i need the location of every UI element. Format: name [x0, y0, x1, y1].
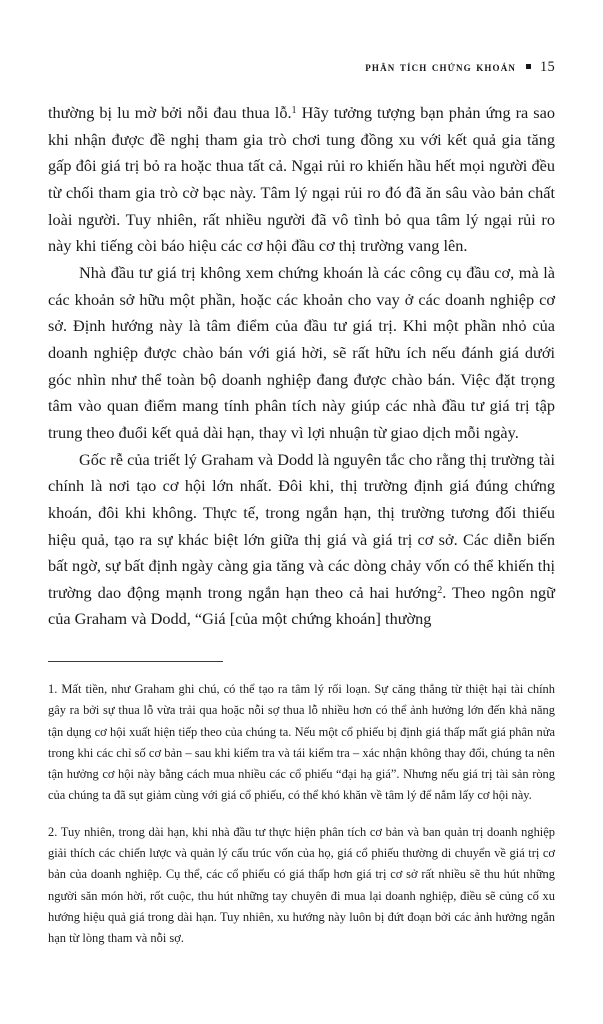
footnote-marker-2: 2 — [437, 584, 443, 596]
body-paragraph-1: thường bị lu mờ bởi nỗi đau thua lỗ.$^1$ Hãy tưởng tượng bạn phản ứng ra sao khi nhận được đề nghị tham gia trò chơi tung đồng xu với kết quả gia tăng gấp đôi giá trị bỏ ra hoặc thua tất cả. Ngại rủi ro khiến hầu hết mọi người đều từ chối tham gia trò cờ bạc này. Tâm lý ngại rủi ro đó đã ăn sâu vào bản chất loài người. Tuy nhiên, rất nhiều người đã vô tình bỏ qua tâm lý ngại rủi ro này khi tiếng còi báo hiệu các cơ hội đầu cơ thị trường vang lên. — [48, 103, 555, 256]
footnote-2: 2. Tuy nhiên, trong dài hạn, khi nhà đầu tư thực hiện phân tích cơ bản và ban quản trị doanh nghiệp giải thích các chiến lược và quản lý cấu trúc vốn của họ, giá cổ phiếu thường di chuyển về giá trị cơ bản của doanh nghiệp. Cụ thể, các cổ phiếu có giá thấp hơn giá trị cơ sở rất nhiều sẽ thu hút những người săn món hời, rốt cuộc, thu hút những tay chuyên đi mua lại doanh nghiệp, điều sẽ củng cố xu hướng hiệu quả giá trong dài hạn. Tuy nhiên, xu hướng này luôn bị đứt đoạn bởi các ảnh hưởng ngắn hạn từ lòng tham và nỗi sợ. — [48, 824, 555, 946]
footnote-marker-1: 1 — [291, 104, 297, 116]
body-paragraph-3: Gốc rễ của triết lý Graham và Dodd là nguyên tắc cho rằng thị trường tài chính là nơi tạo cơ hội lớn nhất. Đôi khi, thị trường định giá đúng chứng khoán, đôi khi không. Thực tế, trong ngắn hạn, thị trường tương đối thiếu hiệu quả, tạo ra sự khác biệt lớn giữa thị giá và giá trị cơ sở. Các diễn biến bất ngờ, sự bất định ngày càng gia tăng và các dòng chảy vốn có thể khiến thị trường dao động mạnh trong ngắn hạn theo cả hai hướng$^2$. Theo ngôn ngữ của Graham và Dodd, “Giá [của một chứng khoán] thường — [48, 449, 556, 629]
body-paragraph-2: Nhà đầu tư giá trị không xem chứng khoán là các công cụ đầu cơ, mà là các khoản sở hữu một phần, hoặc các khoản cho vay ở các doanh nghiệp cơ sở. Định hướng này là tâm điểm của đầu tư giá trị. Khi một phần nhỏ của doanh nghiệp được chào bán với giá hời, sẽ rất hữu ích nếu đánh giá dưới góc nhìn như thể toàn bộ doanh nghiệp đang được chào bán. Việc đặt trọng tâm vào quan điểm mang tính phân tích này giúp các nhà đầu tư giá trị tập trung theo đuổi kết quả dài hạn, thay vì lợi nhuận từ giao dịch mỗi ngày. — [48, 262, 555, 442]
page-number: 15 — [540, 59, 555, 75]
header-book-title: phân tích chứng khoán — [365, 59, 516, 74]
running-header — [48, 58, 555, 76]
square-bullet-icon — [526, 64, 531, 69]
body-text — [48, 100, 555, 633]
footnote-1: 1. Mất tiền, như Graham ghi chú, có thể tạo ra tâm lý rối loạn. Sự căng thẳng từ thiệt hại tài chính gây ra bởi sự thua lỗ vừa trải qua hoặc nỗi sợ thua lỗ nhiều hơn có thể ảnh hưởng lớn đến khả năng tận dụng cơ hội xuất hiện tiếp theo của chúng ta. Nếu một cổ phiếu bị định giá thấp mất giá phân nửa trong khi các chỉ số cơ bản – sau khi kiểm tra và tái kiểm tra – xác nhận không thay đổi, chúng ta nên tận hưởng cơ hội này bằng cách mua nhiều các cổ phiếu “đại hạ giá”. Nhưng nếu giá trị tài sản ròng của chúng ta đã sụt giảm cùng với giá cổ phiếu, có thể khó khăn về tâm lý để nắm lấy cơ hội này. — [48, 682, 555, 803]
footnote-block — [48, 679, 555, 950]
footnote-separator-rule — [48, 661, 223, 662]
